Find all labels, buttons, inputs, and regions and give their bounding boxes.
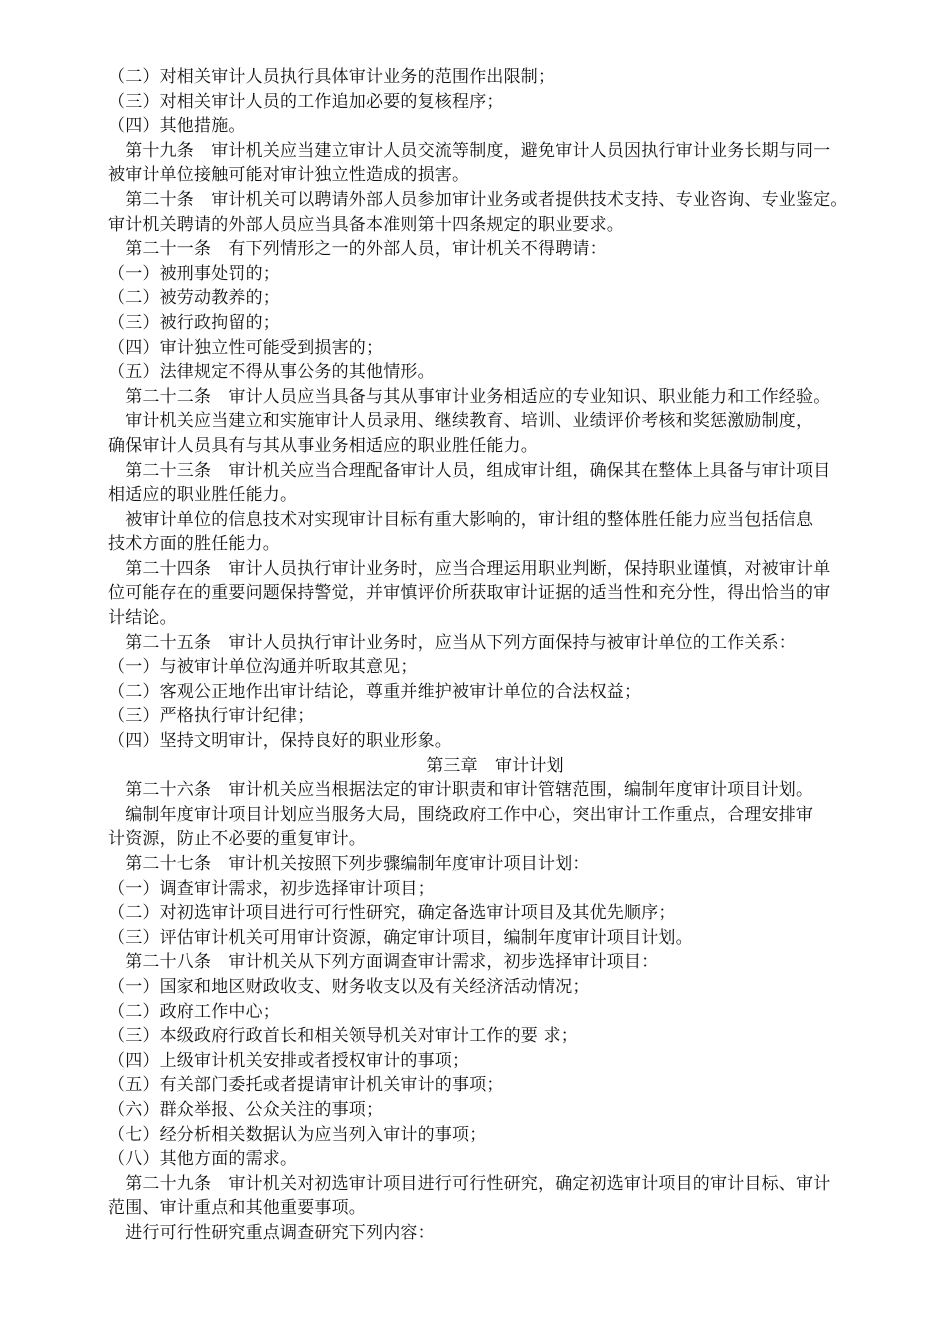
article-19-line-2: 被审计单位接触可能对审计独立性造成的损害。 bbox=[108, 165, 470, 186]
list-item: （二）政府工作中心； bbox=[108, 1001, 280, 1022]
document-body bbox=[108, 65, 882, 1246]
article-22-line: 第二十二条 审计人员应当具备与其从事审计业务相适应的专业知识、职业能力和工作经验。 bbox=[108, 386, 831, 407]
article-19-line-1: 第十九条 审计机关应当建立审计人员交流等制度，避免审计人员因执行审计业务长期与同一 bbox=[108, 140, 831, 161]
list-item: （四）审计独立性可能受到损害的； bbox=[108, 337, 384, 358]
list-item: （六）群众举报、公众关注的事项； bbox=[108, 1099, 384, 1120]
list-item: （一）国家和地区财政收支、财务收支以及有关经济活动情况； bbox=[108, 976, 590, 997]
chapter-heading: 第三章 审计计划 bbox=[426, 755, 564, 776]
article-20-line-1: 第二十条 审计机关可以聘请外部人员参加审计业务或者提供技术支持、专业咨询、专业鉴定。 bbox=[108, 189, 848, 210]
article-20-line-2: 审计机关聘请的外部人员应当具备本准则第十四条规定的职业要求。 bbox=[108, 214, 624, 235]
article-24-line-1: 第二十四条 审计人员执行审计业务时，应当合理运用职业判断，保持职业谨慎，对被审计单 bbox=[108, 558, 831, 579]
list-item: （五）法律规定不得从事公务的其他情形。 bbox=[108, 362, 435, 383]
list-item: （三）严格执行审计纪律； bbox=[108, 706, 315, 727]
list-item: （五）有关部门委托或者提请审计机关审计的事项； bbox=[108, 1075, 504, 1096]
text-line: 技术方面的胜任能力。 bbox=[108, 534, 280, 555]
article-27-line: 第二十七条 审计机关按照下列步骤编制年度审计项目计划： bbox=[108, 854, 590, 874]
list-item: （三）本级政府行政首长和相关领导机关对审计工作的要 求； bbox=[108, 1026, 579, 1047]
article-23-line-1: 第二十三条 审计机关应当合理配备审计人员，组成审计组，确保其在整体上具备与审计项目 bbox=[108, 460, 831, 481]
text-line: （四）其他措施。 bbox=[108, 116, 246, 137]
list-item: （四）上级审计机关安排或者授权审计的事项； bbox=[108, 1050, 470, 1071]
article-23-line-2: 相适应的职业胜任能力。 bbox=[108, 485, 298, 506]
article-26-line: 第二十六条 审计机关应当根据法定的审计职责和审计管辖范围，编制年度审计项目计划。 bbox=[108, 780, 814, 801]
list-item: （三）被行政拘留的； bbox=[108, 312, 280, 333]
list-item: （一）被刑事处罚的； bbox=[108, 263, 280, 284]
list-item: （一）与被审计单位沟通并听取其意见； bbox=[108, 657, 418, 678]
article-29-line-2: 范围、审计重点和其他重要事项。 bbox=[108, 1198, 366, 1219]
list-item: （二）对初选审计项目进行可行性研究，确定备选审计项目及其优先顺序； bbox=[108, 903, 676, 924]
text-line: 计资源，防止不必要的重复审计。 bbox=[108, 829, 366, 850]
text-line: （二）对相关审计人员执行具体审计业务的范围作出限制； bbox=[108, 67, 556, 87]
text-line: 审计机关应当建立和实施审计人员录用、继续教育、培训、业绩评价考核和奖惩激励制度， bbox=[108, 411, 814, 432]
article-24-line-2: 位可能存在的重要问题保持警觉，并审慎评价所获取审计证据的适当性和充分性，得出恰当的审 bbox=[108, 583, 831, 604]
list-item: （四）坚持文明审计，保持良好的职业形象。 bbox=[108, 731, 452, 752]
text-line: 进行可行性研究重点调查研究下列内容： bbox=[108, 1222, 435, 1243]
list-item: （八）其他方面的需求。 bbox=[108, 1149, 298, 1170]
text-line: 确保审计人员具有与其从事业务相适应的职业胜任能力。 bbox=[108, 435, 538, 456]
list-item: （七）经分析相关数据认为应当列入审计的事项； bbox=[108, 1124, 487, 1145]
text-line: 编制年度审计项目计划应当服务大局，围绕政府工作中心，突出审计工作重点，合理安排审 bbox=[108, 804, 814, 825]
article-25-line: 第二十五条 审计人员执行审计业务时，应当从下列方面保持与被审计单位的工作关系： bbox=[108, 632, 796, 653]
article-24-line-3: 计结论。 bbox=[108, 608, 177, 629]
article-28-line: 第二十八条 审计机关从下列方面调查审计需求，初步选择审计项目： bbox=[108, 952, 659, 973]
article-29-line-1: 第二十九条 审计机关对初选审计项目进行可行性研究，确定初选审计项目的审计目标、审计 bbox=[108, 1173, 831, 1194]
list-item: （一）调查审计需求，初步选择审计项目； bbox=[108, 878, 435, 899]
list-item: （二）被劳动教养的； bbox=[108, 288, 280, 309]
text-line: 被审计单位的信息技术对实现审计目标有重大影响的，审计组的整体胜任能力应当包括信息 bbox=[108, 509, 814, 530]
text-line: （三）对相关审计人员的工作追加必要的复核程序； bbox=[108, 91, 504, 112]
list-item: （二）客观公正地作出审计结论，尊重并维护被审计单位的合法权益； bbox=[108, 681, 642, 702]
list-item: （三）评估审计机关可用审计资源，确定审计项目，编制年度审计项目计划。 bbox=[108, 927, 693, 948]
article-21-line: 第二十一条 有下列情形之一的外部人员，审计机关不得聘请： bbox=[108, 239, 607, 260]
